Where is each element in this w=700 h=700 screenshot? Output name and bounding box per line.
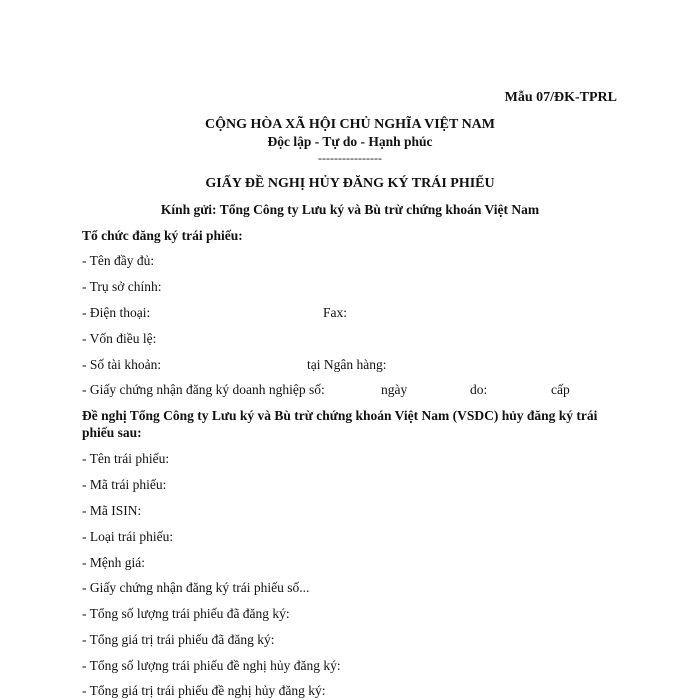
document-title: GIẤY ĐỀ NGHỊ HỦY ĐĂNG KÝ TRÁI PHIẾU <box>205 176 495 191</box>
total-cancel-quantity-label: - Tổng số lượng trái phiếu đề nghị hủy đăng ký: <box>82 658 341 673</box>
national-header: CỘNG HÒA XÃ HỘI CHỦ NGHĨA VIỆT NAM <box>204 117 495 132</box>
phone-label: - Điện thoại: <box>82 305 151 320</box>
national-motto: Độc lập - Tự do - Hạnh phúc <box>267 134 433 149</box>
fax-label: Fax: <box>323 305 348 320</box>
total-registered-quantity-label: - Tổng số lượng trái phiếu đã đăng ký: <box>82 606 290 621</box>
request-section-heading: Đề nghị Tổng Công ty Lưu ký và Bù trừ chứng khoán Việt Nam (VSDC) hủy đăng ký trái phiếu sau: <box>82 408 598 440</box>
issuer-section-heading: Tổ chức đăng ký trái phiếu: <box>82 228 243 243</box>
total-cancel-value-label: - Tổng giá trị trái phiếu đề nghị hủy đăng ký: <box>82 683 326 698</box>
charter-capital-label: - Vốn điều lệ: <box>82 331 157 346</box>
header-separator: ---------------- <box>318 151 382 165</box>
bond-type-label: - Loại trái phiếu: <box>82 529 174 544</box>
recipient-line: Kính gửi: Tổng Công ty Lưu ký và Bù trừ chứng khoán Việt Nam <box>160 202 540 217</box>
cert-date-label: ngày <box>381 382 408 397</box>
cert-by-label: do: <box>470 382 488 397</box>
full-name-label: - Tên đầy đủ: <box>82 253 155 268</box>
head-office-label: - Trụ sở chính: <box>82 279 162 294</box>
bond-name-label: - Tên trái phiếu: <box>82 451 170 466</box>
par-value-label: - Mệnh giá: <box>82 555 145 570</box>
form-code: Mẫu 07/ĐK-TPRL <box>504 90 617 105</box>
total-registered-value-label: - Tổng giá trị trái phiếu đã đăng ký: <box>82 632 275 647</box>
bond-registration-cert-label: - Giấy chứng nhận đăng ký trái phiếu số... <box>82 580 310 595</box>
account-number-label: - Số tài khoản: <box>82 357 162 372</box>
cert-issued-label: cấp <box>551 382 570 397</box>
isin-code-label: - Mã ISIN: <box>82 503 142 518</box>
business-cert-label: - Giấy chứng nhận đăng ký doanh nghiệp số: <box>82 382 325 397</box>
bond-code-label: - Mã trái phiếu: <box>82 477 167 492</box>
bank-label: tại Ngân hàng: <box>307 357 387 372</box>
